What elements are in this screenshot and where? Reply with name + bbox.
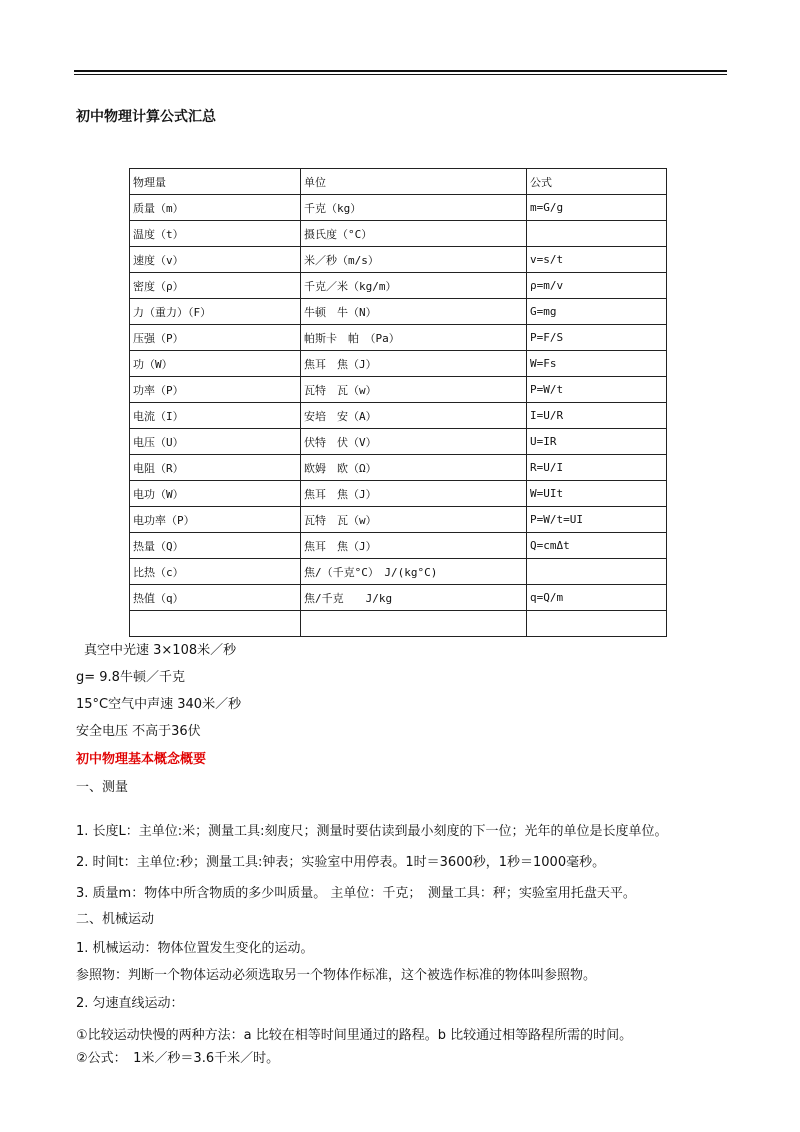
- table-cell: 瓦特 瓦（w）: [301, 507, 527, 533]
- table-cell: q=Q/m: [527, 585, 667, 611]
- table-cell: [130, 611, 301, 637]
- paragraph: ②公式： 1米／秒＝3.6千米／时。: [76, 1051, 280, 1066]
- document-title: 初中物理计算公式汇总: [76, 109, 216, 125]
- table-row: [130, 169, 667, 195]
- heading-motion: 二、机械运动: [76, 912, 155, 927]
- table-row: [130, 481, 667, 507]
- table-row: [130, 507, 667, 533]
- table-cell: 电阻（R）: [130, 455, 301, 481]
- table-cell: 焦耳 焦（J）: [301, 351, 527, 377]
- section-title: 初中物理基本概念概要: [76, 752, 207, 767]
- table-row: [130, 325, 667, 351]
- table-cell: 米／秒（m/s）: [301, 247, 527, 273]
- table-cell: 单位: [301, 169, 527, 195]
- table-cell: 质量（m）: [130, 195, 301, 221]
- table-cell: 热值（q）: [130, 585, 301, 611]
- table-row: [130, 611, 667, 637]
- table-row: [130, 455, 667, 481]
- table-cell: W=UIt: [527, 481, 667, 507]
- table-cell: 热量（Q）: [130, 533, 301, 559]
- table-cell: 公式: [527, 169, 667, 195]
- table-cell: P=W/t: [527, 377, 667, 403]
- table-row: [130, 403, 667, 429]
- table-cell: v=s/t: [527, 247, 667, 273]
- table-row: [130, 247, 667, 273]
- formula-table: [129, 168, 667, 637]
- paragraph: 2. 时间t：主单位:秒；测量工具:钟表；实验室中用停表。1时＝3600秒，1秒＝1000毫秒。: [76, 855, 606, 870]
- table-cell: [527, 611, 667, 637]
- table-row: [130, 273, 667, 299]
- constant-line: 安全电压 不高于36伏: [76, 724, 201, 739]
- table-cell: 功（W）: [130, 351, 301, 377]
- table-cell: 电功率（P）: [130, 507, 301, 533]
- table-cell: 电压（U）: [130, 429, 301, 455]
- table-cell: 摄氏度（°C）: [301, 221, 527, 247]
- table-cell: 功率（P）: [130, 377, 301, 403]
- table-cell: 牛顿 牛（N）: [301, 299, 527, 325]
- table-cell: [301, 611, 527, 637]
- table-cell: Q=cmΔt: [527, 533, 667, 559]
- table-cell: [527, 559, 667, 585]
- table-cell: 温度（t）: [130, 221, 301, 247]
- table-cell: R=U/I: [527, 455, 667, 481]
- heading-measurement: 一、测量: [76, 780, 129, 795]
- table-row: [130, 429, 667, 455]
- constant-line: 15°C空气中声速 340米／秒: [76, 697, 242, 712]
- paragraph: 参照物：判断一个物体运动必须选取另一个物体作标准，这个被选作标准的物体叫参照物。: [76, 968, 597, 983]
- table-cell: 电功（W）: [130, 481, 301, 507]
- top-rule: [74, 70, 727, 72]
- table-cell: G=mg: [527, 299, 667, 325]
- table-row: [130, 377, 667, 403]
- table-cell: ρ=m/v: [527, 273, 667, 299]
- table-cell: m=G/g: [527, 195, 667, 221]
- table-cell: [527, 221, 667, 247]
- constant-line: g= 9.8牛顿／千克: [76, 670, 185, 685]
- table-cell: 速度（v）: [130, 247, 301, 273]
- table-cell: 电流（I）: [130, 403, 301, 429]
- table-cell: 比热（c）: [130, 559, 301, 585]
- top-rule-thin: [74, 74, 727, 75]
- table-cell: 欧姆 欧（Ω）: [301, 455, 527, 481]
- table-cell: 伏特 伏（V）: [301, 429, 527, 455]
- table-row: [130, 585, 667, 611]
- table-cell: U=IR: [527, 429, 667, 455]
- table-row: [130, 351, 667, 377]
- table-cell: 帕斯卡 帕 （Pa）: [301, 325, 527, 351]
- paragraph: 1. 长度L：主单位:米；测量工具:刻度尺；测量时要估读到最小刻度的下一位；光年的单位是长度单位。: [76, 824, 668, 839]
- table-cell: 安培 安（A）: [301, 403, 527, 429]
- table-cell: 千克（kg）: [301, 195, 527, 221]
- table-row: [130, 195, 667, 221]
- table-cell: 焦耳 焦（J）: [301, 481, 527, 507]
- table-cell: I=U/R: [527, 403, 667, 429]
- paragraph: 3. 质量m：物体中所含物质的多少叫质量。 主单位：千克； 测量工具：秤；实验室用托盘天平。: [76, 886, 636, 901]
- table-cell: 力（重力）（F）: [130, 299, 301, 325]
- table-cell: P=W/t=UI: [527, 507, 667, 533]
- table-cell: P=F/S: [527, 325, 667, 351]
- table-cell: W=Fs: [527, 351, 667, 377]
- paragraph: ①比较运动快慢的两种方法：a 比较在相等时间里通过的路程。b 比较通过相等路程所需的时间。: [76, 1028, 633, 1043]
- paragraph: 2. 匀速直线运动：: [76, 996, 184, 1011]
- table-cell: 密度（ρ）: [130, 273, 301, 299]
- table-cell: 焦/（千克°C） J/(kg°C): [301, 559, 527, 585]
- table-cell: 压强（P）: [130, 325, 301, 351]
- table-row: [130, 299, 667, 325]
- table-cell: 焦耳 焦（J）: [301, 533, 527, 559]
- paragraph: 1. 机械运动：物体位置发生变化的运动。: [76, 941, 314, 956]
- table-cell: 物理量: [130, 169, 301, 195]
- table-cell: 焦/千克 J/kg: [301, 585, 527, 611]
- table-row: [130, 533, 667, 559]
- table-cell: 瓦特 瓦（w）: [301, 377, 527, 403]
- table-cell: 千克／米（kg/m）: [301, 273, 527, 299]
- table-row: [130, 221, 667, 247]
- table-row: [130, 559, 667, 585]
- constant-line: 真空中光速 3×108米／秒: [84, 643, 237, 658]
